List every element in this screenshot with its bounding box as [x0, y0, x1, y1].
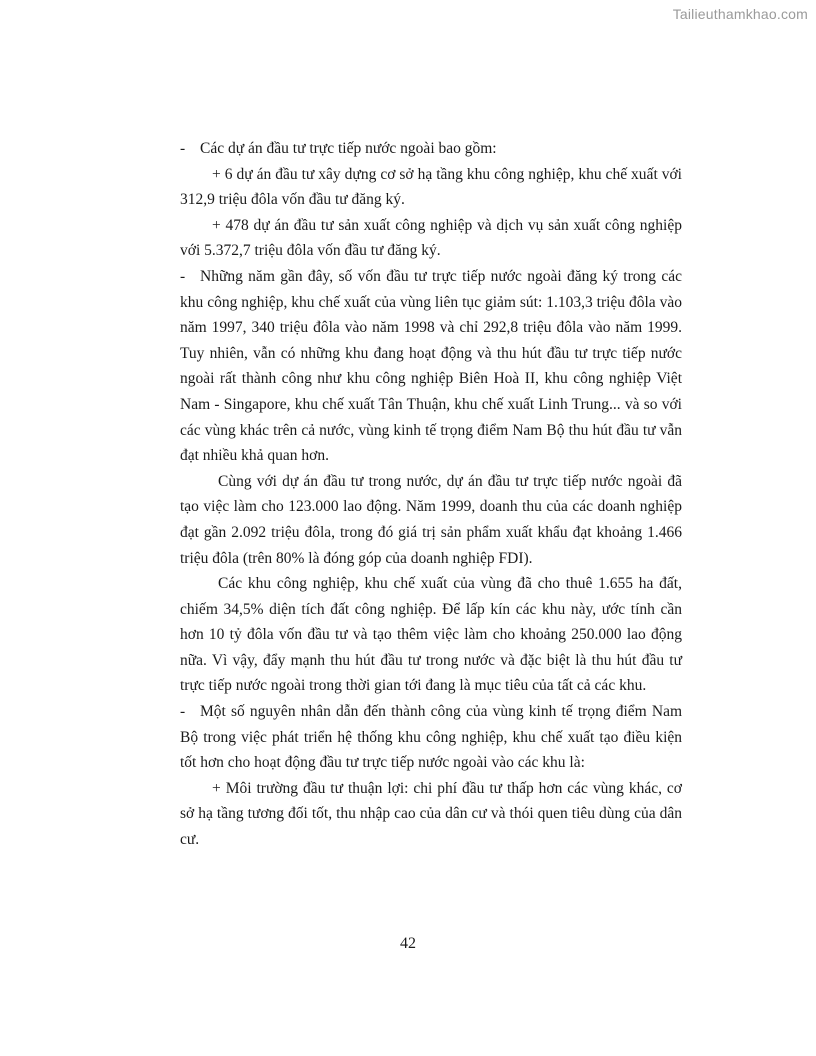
bullet-dash: -: [180, 267, 186, 285]
page-number: 42: [400, 935, 416, 952]
paragraph-foreign-projects: [180, 136, 682, 162]
paragraph-text: Một số nguyên nhân dẫn đến thành công của vùng kinh tế trọng điểm Nam Bộ trong việc phát triển hệ thống khu công nghiệp, khu chế xuất tạo điều kiện tốt hơn cho hoạt động đầu tư trực tiếp nước ngoài vào các khu là:: [180, 703, 682, 772]
paragraph-production-projects: + 478 dự án đầu tư sản xuất công nghiệp và dịch vụ sản xuất công nghiệp với 5.372,7 triệu đôla vốn đầu tư đăng ký.: [180, 216, 682, 260]
paragraph-success-reasons: [180, 699, 682, 776]
paragraph-infrastructure-projects: + 6 dự án đầu tư xây dựng cơ sở hạ tầng khu công nghiệp, khu chế xuất với 312,9 triệu đôla vốn đầu tư đăng ký.: [180, 165, 682, 209]
bullet-dash: -: [180, 140, 186, 157]
paragraph-land-lease: Các khu công nghiệp, khu chế xuất của vùng đã cho thuê 1.655 ha đất, chiếm 34,5% diện tích đất công nghiệp. Để lấp kín các khu này, ước tính cần hơn 10 tỷ đôla vốn đầu tư và tạo thêm việc làm cho khoảng 250.000 lao động nữa. Vì vậy, đẩy mạnh thu hút đầu tư trong nước và đặc biệt là thu hút đầu tư trực tiếp nước ngoài trong thời gian tới đang là mục tiêu của tất cả các khu.: [180, 575, 682, 695]
paragraph-text: Các dự án đầu tư trực tiếp nước ngoài bao gồm:: [200, 140, 497, 157]
bullet-dash: -: [180, 703, 186, 721]
document-body: [180, 136, 682, 853]
paragraph-recent-years: [180, 264, 682, 469]
paragraph-employment: Cùng với dự án đầu tư trong nước, dự án đầu tư trực tiếp nước ngoài đã tạo việc làm cho 123.000 lao động. Năm 1999, doanh thu của các doanh nghiệp đạt gần 2.092 triệu đôla, trong đó giá trị sản phẩm xuất khẩu đạt khoảng 1.466 triệu đôla (trên 80% là đóng góp của doanh nghiệp FDI).: [180, 472, 682, 567]
paragraph-investment-environment: + Môi trường đầu tư thuận lợi: chi phí đầu tư thấp hơn các vùng khác, cơ sở hạ tầng tương đối tốt, thu nhập cao của dân cư và thói quen tiêu dùng của dân cư.: [180, 779, 682, 849]
watermark-text: Tailieuthamkhao.com: [672, 6, 808, 22]
paragraph-text: Những năm gần đây, số vốn đầu tư trực tiếp nước ngoài đăng ký trong các khu công nghiệp, khu chế xuất của vùng liên tục giảm sút: 1.103,3 triệu đôla vào năm 1997, 340 triệu đôla vào năm 1998 và chỉ 292,8 triệu đôla vào năm 1999. Tuy nhiên, vẫn có những khu đang hoạt động và thu hút đầu tư trực tiếp nước ngoài rất thành công như khu công nghiệp Biên Hoà II, khu công nghiệp Việt Nam - Singapore, khu chế xuất Tân Thuận, khu chế xuất Linh Trung... và so với các vùng khác trên cả nước, vùng kinh tế trọng điểm Nam Bộ thu hút đầu tư vẫn đạt nhiều khả quan hơn.: [180, 267, 682, 465]
